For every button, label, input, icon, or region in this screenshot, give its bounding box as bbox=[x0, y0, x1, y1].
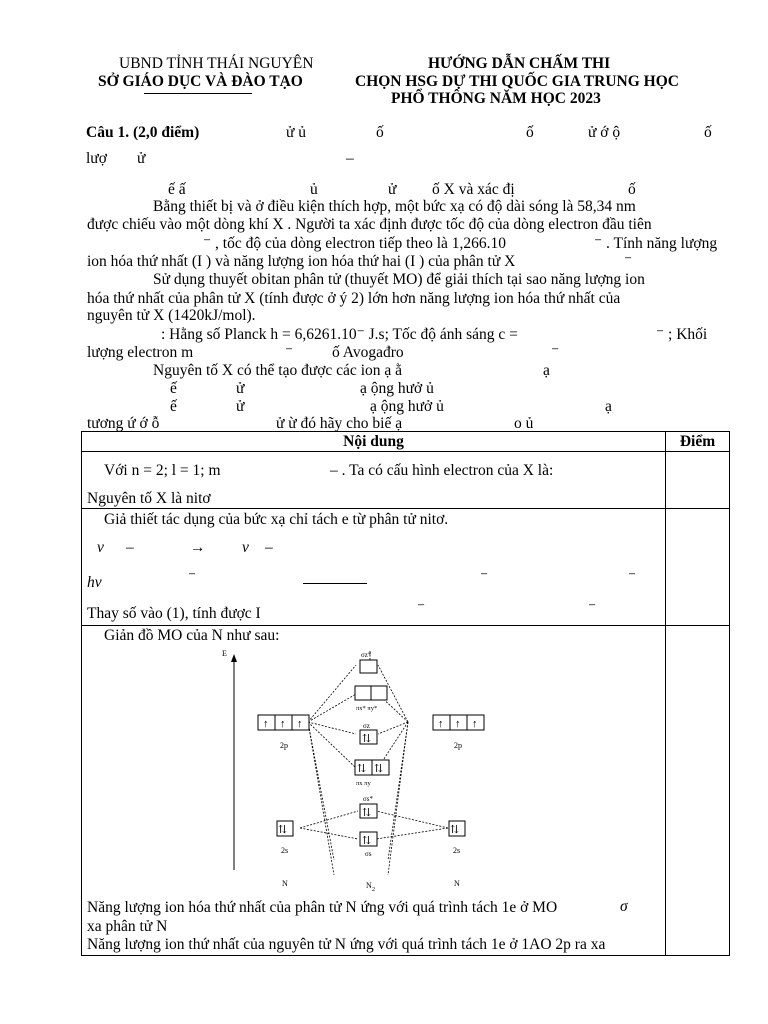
question-fragment: ố bbox=[376, 124, 384, 141]
question-paragraph-1: ⁻ bbox=[624, 253, 633, 270]
answer-text: Giả thiết tác dụng của bức xạ chỉ tách e từ phân tử nitơ. bbox=[104, 511, 449, 528]
question-fragment: ử bbox=[388, 181, 397, 198]
question-fragment: ủ bbox=[310, 181, 318, 198]
orbital-label: 2p bbox=[454, 741, 462, 750]
doc-title-line1: HƯỚNG DẪN CHẤM THI bbox=[428, 55, 611, 72]
question-paragraph-4: ế bbox=[170, 398, 177, 415]
formula-symbol: → bbox=[190, 539, 206, 556]
question-label: Câu 1. (2,0 điểm) bbox=[86, 124, 200, 141]
mo-label: σs* bbox=[363, 795, 373, 803]
question-paragraph-4: ử bbox=[236, 398, 245, 415]
atom-label: 2 bbox=[372, 887, 375, 893]
sigma-z-star-box bbox=[360, 660, 377, 673]
svg-text:↑: ↑ bbox=[297, 718, 303, 730]
atom-label: N bbox=[282, 879, 288, 888]
formula-symbol: – bbox=[126, 539, 134, 556]
mo-label: σs bbox=[365, 850, 372, 858]
question-fragment: ố bbox=[704, 124, 712, 141]
answer-text: Với n = 2; l = 1; m bbox=[104, 462, 221, 479]
table-header-content: Nội dung bbox=[81, 431, 666, 452]
orbital-label: 2p bbox=[280, 741, 288, 750]
svg-text:↑: ↑ bbox=[280, 718, 286, 730]
question-constants: lượng electron m bbox=[87, 344, 194, 361]
axis-arrow-icon bbox=[231, 654, 237, 662]
mo-label: πx* πy* bbox=[356, 705, 378, 712]
department-name: SỞ GIÁO DỤC VÀ ĐÀO TẠO bbox=[98, 73, 303, 90]
electron-pair-icon: ⇅ bbox=[450, 824, 460, 836]
electron-pair-icon: ⇅ bbox=[278, 824, 288, 836]
question-paragraph-1: ⁻ , tốc độ của dòng electron tiếp theo là 1,266.10 bbox=[203, 235, 507, 252]
question-paragraph-2: hóa thứ nhất của phân tử X (tính được ở ý 2) lớn hơn năng lượng ion hóa thứ nhất của bbox=[87, 290, 621, 307]
mo-label: σz* bbox=[361, 651, 372, 659]
electron-pair-icon: ⇅ bbox=[362, 835, 372, 847]
formula-symbol: ⁻ bbox=[628, 569, 637, 586]
question-paragraph-4: ạ ộng hưở ủ bbox=[360, 380, 434, 397]
question-constants: ố Avogađro bbox=[332, 344, 404, 361]
question-paragraph-1: được chiếu vào một dòng khí X . Người ta xác định được tốc độ của dòng electron đầu tiên bbox=[87, 216, 652, 233]
question-paragraph-4: tương ứ ớ ỗ bbox=[87, 415, 160, 432]
answer-text: Thay số vào (1), tính được I bbox=[87, 605, 261, 622]
question-paragraph-4: ử ừ đó hãy cho biế ạ bbox=[276, 415, 403, 432]
formula-symbol: ν bbox=[97, 539, 104, 556]
mo-diagram bbox=[210, 640, 500, 895]
electron-pair-icon: ⇅ bbox=[362, 807, 372, 819]
electron-pair-icon: ⇅ bbox=[362, 733, 372, 745]
answer-text: Năng lượng ion hóa thứ nhất của phân tử N ứng với quá trình tách 1e ở MO bbox=[87, 899, 558, 916]
question-paragraph-1: ⁻ . Tính năng lượng bbox=[594, 235, 718, 252]
svg-text:↑: ↑ bbox=[455, 718, 461, 730]
formula-symbol: ⁻ bbox=[417, 600, 426, 617]
orbital-label: 2s bbox=[281, 846, 289, 855]
doc-title-line2: CHỌN HSG DỰ THI QUỐC GIA TRUNG HỌC bbox=[355, 73, 679, 90]
question-fragment: lượ bbox=[86, 150, 107, 167]
question-paragraph-4: ạ bbox=[543, 362, 550, 379]
question-constants: : Hằng số Planck h = 6,6261.10⁻ J.s; Tốc độ ánh sáng c = bbox=[161, 326, 518, 343]
header-rule bbox=[144, 93, 252, 94]
question-paragraph-4: o ủ bbox=[514, 415, 534, 432]
question-fragment: ế ấ bbox=[168, 181, 186, 198]
question-fragment: ố bbox=[526, 124, 534, 141]
question-paragraph-4: ạ bbox=[605, 398, 612, 415]
electron-pair-icon: ⇅ bbox=[357, 763, 367, 775]
svg-text:↑: ↑ bbox=[438, 718, 444, 730]
org-name: UBND TỈNH THÁI NGUYÊN bbox=[119, 55, 314, 72]
formula-symbol: σ bbox=[620, 898, 628, 915]
mo-label: πx πy bbox=[356, 780, 371, 787]
question-paragraph-4: ử bbox=[236, 380, 245, 397]
question-fragment: ử ớ ộ bbox=[588, 124, 621, 141]
question-paragraph-4: ế bbox=[170, 380, 177, 397]
mo-label: σz bbox=[363, 722, 370, 730]
question-paragraph-1: ion hóa thứ nhất (I ) và năng lượng ion hóa thứ hai (I ) của phân tử X bbox=[87, 253, 516, 270]
question-paragraph-2: Sử dụng thuyết obitan phân tử (thuyết MO) để giải thích tại sao năng lượng ion bbox=[153, 271, 645, 288]
question-fragment: – bbox=[346, 150, 354, 167]
table-row-points bbox=[665, 508, 730, 626]
question-paragraph-4: Nguyên tố X có thể tạo được các ion ạ ằ bbox=[153, 362, 403, 379]
doc-title-line3: PHỔ THÔNG NĂM HỌC 2023 bbox=[391, 90, 601, 107]
formula-symbol: – bbox=[265, 539, 273, 556]
formula-symbol: ⁻ bbox=[480, 569, 489, 586]
question-constants: ⁻ ; Khối bbox=[656, 326, 708, 343]
question-fragment: ố X và xác đị bbox=[432, 181, 515, 198]
formula-symbol: ⁻ bbox=[588, 600, 597, 617]
left-2p-orbitals bbox=[258, 715, 309, 730]
right-2p-orbitals bbox=[433, 715, 484, 730]
formula-symbol: hν bbox=[87, 574, 102, 591]
table-row-points bbox=[665, 451, 730, 509]
orbital-label: 2s bbox=[453, 846, 461, 855]
question-constants: ⁻ bbox=[285, 344, 294, 361]
answer-text: Nguyên tố X là nitơ bbox=[87, 490, 211, 507]
formula-symbol: ν bbox=[242, 539, 249, 556]
table-row-points bbox=[665, 625, 730, 956]
answer-text: xa phân tử N bbox=[87, 918, 168, 935]
table-header-points: Điểm bbox=[665, 431, 730, 452]
svg-text:↑: ↑ bbox=[263, 718, 269, 730]
formula-symbol: ⁻ bbox=[188, 569, 197, 586]
electron-pair-icon: ⇅ bbox=[374, 763, 384, 775]
question-fragment: ử ủ bbox=[286, 124, 307, 141]
answer-text: Giản đồ MO của N như sau: bbox=[104, 627, 280, 644]
atom-label: N bbox=[366, 881, 372, 890]
answer-text: – . Ta có cấu hình electron của X là: bbox=[330, 462, 554, 479]
question-fragment: ố bbox=[628, 181, 636, 198]
answer-text: Năng lượng ion thứ nhất của nguyên tử N ứng với quá trình tách 1e ở 1AO 2p ra xa bbox=[87, 936, 606, 953]
question-constants: ⁻ bbox=[551, 344, 560, 361]
question-paragraph-4: ạ ộng hưở ủ bbox=[370, 398, 444, 415]
atom-label: N bbox=[454, 879, 460, 888]
question-paragraph-2: nguyên tử X (1420kJ/mol). bbox=[87, 307, 256, 324]
axis-label: E bbox=[222, 649, 227, 658]
question-fragment: ử bbox=[137, 150, 146, 167]
svg-text:↑: ↑ bbox=[472, 718, 478, 730]
fraction-bar bbox=[303, 583, 367, 584]
question-paragraph-1: Bằng thiết bị và ở điều kiện thích hợp, một bức xạ có độ dài sóng là 58,34 nm bbox=[153, 198, 636, 215]
